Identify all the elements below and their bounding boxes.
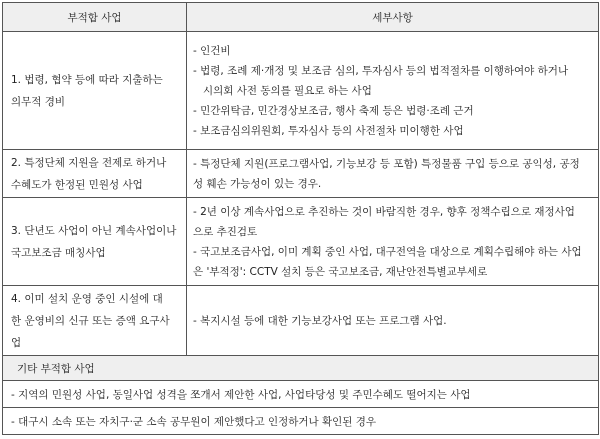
detail-line: - 보조금심의위원회, 투자심사 등의 사전절차 미이행한 사업 <box>193 124 464 137</box>
detail-line: - 특정단체 지원(프로그램사업, 기능보강 등 포함) 특정물품 구입 등으로 공익성, 공정 <box>193 157 580 170</box>
row-details <box>187 32 599 150</box>
header-col-details: 세부사항 <box>187 3 599 32</box>
category-line: 4. 이미 설치 운영 중인 시설에 대 <box>11 292 163 305</box>
detail-line: - 인건비 <box>193 44 231 57</box>
category-line: 국고보조금 매칭사업 <box>11 246 106 259</box>
category-line: 수혜도가 한정된 민원성 사업 <box>11 178 143 191</box>
row-details <box>187 198 599 286</box>
category-line: 의무적 경비 <box>11 95 66 108</box>
table-row <box>3 150 599 198</box>
other-row <box>3 408 599 435</box>
detail-line: 은 '부적정': CCTV 설치 등은 국고보조금, 재난안전특별교부세로 <box>193 265 488 278</box>
row-category <box>3 150 187 198</box>
row-details <box>187 150 599 198</box>
detail-line: 으로 추진검토 <box>193 225 258 238</box>
detail-line: - 법령, 조례 제·개정 및 보조금 심의, 투자심사 등의 법적절차를 이행하여야 하거나 <box>193 64 569 77</box>
detail-line: - 국고보조금사업, 이미 계획 중인 사업, 대구전역을 대상으로 계획수립해야 하는 사업 <box>193 245 582 258</box>
row-details <box>187 286 599 356</box>
other-item: - 대구시 소속 또는 자치구·군 소속 공무원이 제안했다고 인정하거나 확인된 경우 <box>3 408 599 435</box>
detail-line: - 민간위탁금, 민간경상보조금, 행사 축제 등은 법령·조례 근거 <box>193 104 474 117</box>
detail-line: 성 훼손 가능성이 있는 경우. <box>193 177 322 190</box>
row-category <box>3 198 187 286</box>
header-row <box>3 3 599 32</box>
header-col-unsuitable: 부적합 사업 <box>3 3 187 32</box>
row-category <box>3 286 187 356</box>
category-line: 3. 단년도 사업이 아닌 계속사업이나 <box>11 224 177 237</box>
other-header-row <box>3 356 599 381</box>
detail-line: - 복지시설 등에 대한 기능보강사업 또는 프로그램 사업. <box>193 314 447 327</box>
category-line: 업 <box>11 336 22 349</box>
row-category <box>3 32 187 150</box>
other-row <box>3 381 599 408</box>
category-line: 한 운영비의 신규 또는 증액 요구사 <box>11 314 170 327</box>
table-row <box>3 32 599 150</box>
table-row <box>3 286 599 356</box>
other-section-title: 기타 부적합 사업 <box>3 356 599 381</box>
detail-line: 시의회 사전 동의를 필요로 하는 사업 <box>203 84 372 97</box>
criteria-table <box>2 2 599 435</box>
detail-line: - 2년 이상 계속사업으로 추진하는 것이 바람직한 경우, 향후 정책수립으로 재정사업 <box>193 205 575 218</box>
other-item: - 지역의 민원성 사업, 동일사업 성격을 쪼개서 제안한 사업, 사업타당성 및 주민수혜도 떨어지는 사업 <box>3 381 599 408</box>
category-line: 2. 특정단체 지원을 전제로 하거나 <box>11 156 167 169</box>
category-line: 1. 법령, 협약 등에 따라 지출하는 <box>11 73 163 86</box>
table-row <box>3 198 599 286</box>
